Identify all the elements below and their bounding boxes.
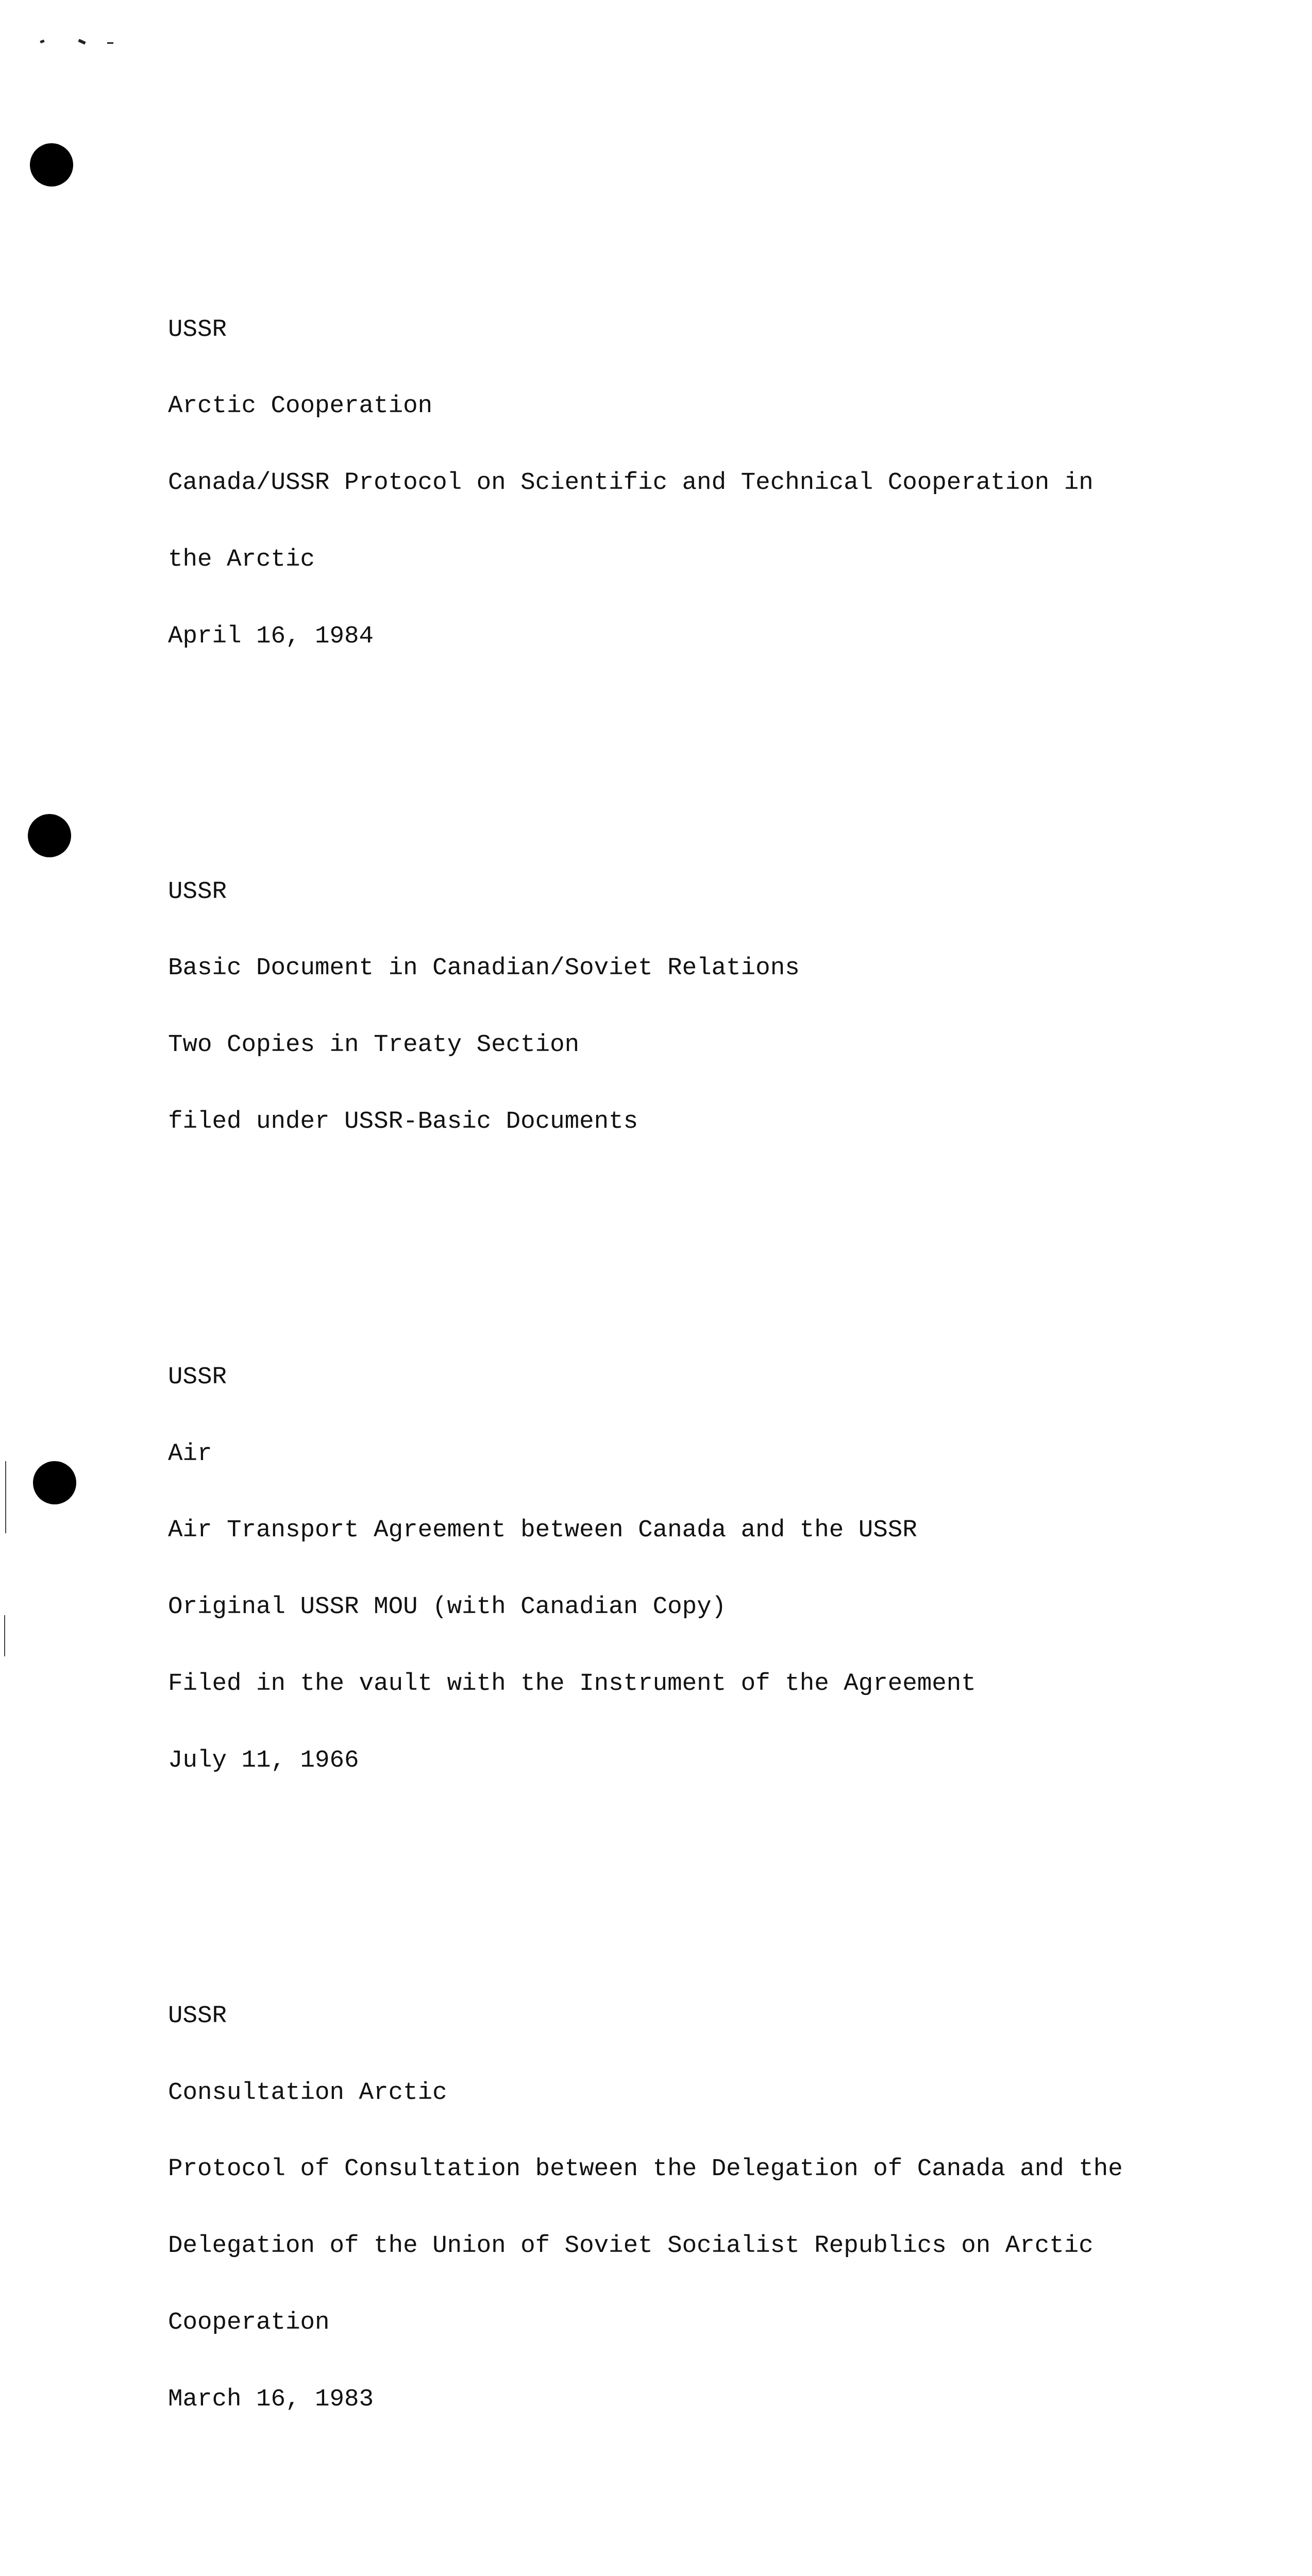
entry-title: Protocol of Consultation between the Delegation of Canada and the — [168, 2155, 1123, 2183]
punch-hole — [30, 143, 73, 187]
punch-hole — [33, 1461, 76, 1504]
entry-title: Canada/USSR Protocol on Scientific and Technical Cooperation in — [168, 469, 1094, 497]
entry-date: April 16, 1984 — [168, 622, 374, 650]
record-entry — [168, 828, 1199, 1185]
entry-title: the Arctic — [168, 545, 315, 573]
scan-speck — [78, 39, 86, 44]
entry-subject: Consultation Arctic — [168, 2078, 447, 2107]
record-entry — [168, 1314, 1199, 1825]
record-entry — [168, 1953, 1199, 2464]
entry-note: Filed in the vault with the Instrument of the Agreement — [168, 1670, 976, 1698]
entry-title: Cooperation — [168, 2308, 330, 2336]
entry-country: USSR — [168, 2002, 227, 2030]
scan-edge-line — [4, 1615, 5, 1656]
entry-date: July 11, 1966 — [168, 1746, 359, 1774]
document-body — [168, 164, 1199, 2576]
entry-subject: Arctic Cooperation — [168, 392, 433, 420]
entry-country: USSR — [168, 877, 227, 906]
record-entry — [168, 266, 1199, 700]
entry-note: filed under USSR-Basic Documents — [168, 1107, 638, 1136]
entry-title: Delegation of the Union of Soviet Socialist Republics on Arctic — [168, 2232, 1094, 2260]
scan-edge-line — [5, 1461, 6, 1533]
entry-subject: Air — [168, 1439, 212, 1468]
scan-speck — [107, 42, 113, 44]
entry-title: Air Transport Agreement between Canada and the USSR — [168, 1516, 917, 1545]
scan-speck — [40, 40, 44, 43]
entry-note: Original USSR MOU (with Canadian Copy) — [168, 1593, 727, 1621]
entry-note: Two Copies in Treaty Section — [168, 1031, 580, 1059]
punch-hole — [28, 814, 71, 857]
entry-country: USSR — [168, 315, 227, 344]
entry-subject: Basic Document in Canadian/Soviet Relations — [168, 954, 800, 982]
entry-date: March 16, 1983 — [168, 2385, 374, 2413]
entry-country: USSR — [168, 1363, 227, 1391]
